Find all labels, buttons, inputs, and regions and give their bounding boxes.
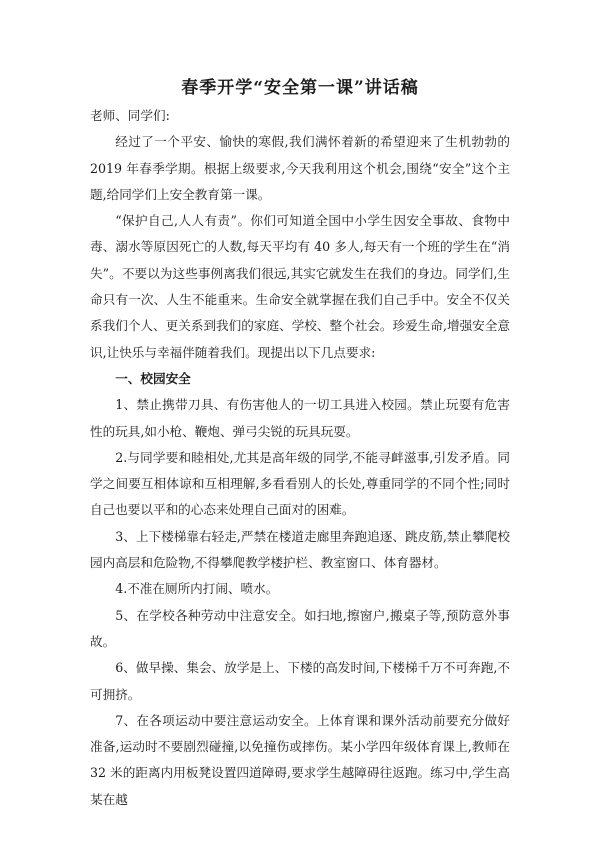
rule-item: 2.与同学要和睦相处,尤其是高年级的同学,不能寻衅滋事,引发矛盾。同学之间要互相体谅和互相理解,多看看别人的长处,尊重同学的不同个性;同时自己也要以平和的心态来处理自己面对的困难。	[90, 449, 510, 518]
rule-item: 5、在学校各种劳动中注意安全。如扫地,擦窗户,搬桌子等,预防意外事故。	[90, 607, 510, 649]
rule-item: 3、上下楼梯靠右轻走,严禁在楼道走廊里奔跑追逐、跳皮筋,禁止攀爬校园内高层和危险物,不得攀爬教学楼护栏、教室窗口、体育器材。	[90, 528, 510, 571]
document-title: 春季开学“安全第一课”讲话稿	[181, 78, 419, 98]
section-heading-campus-safety: 一、校园安全	[115, 370, 191, 386]
rule-item: 1、禁止携带刀具、有伤害他人的一切工具进入校园。禁止玩耍有危害性的玩具,如小枪、鞭炮、弹弓尖锐的玩具玩耍。	[90, 397, 510, 439]
rule-item: 7、在各项运动中要注意运动安全。上体育课和课外活动前要充分做好准备,运动时不要剧烈碰撞,以免撞伤或摔伤。某小学四年级体育课上,教师在 32 米的距离内用板凳设置四道障碍,要求学生越障碍往返跑。练习中,学生高某在越	[90, 712, 510, 807]
intro-paragraph: 经过了一个平安、愉快的寒假,我们满怀着新的希望迎来了生机勃勃的 2019 年春季学期。根据上级要求,今天我利用这个机会,围绕“安全”这个主题,给同学们上安全教育第一课。	[90, 134, 510, 202]
rule-item: 4.不准在厕所内打闹、喷水。	[115, 581, 279, 597]
rule-item: 6、做早操、集会、放学是上、下楼的高发时间,下楼梯千万不可奔跑,不可拥挤。	[90, 660, 510, 702]
slogan-paragraph: “保护自己,人人有责”。你们可知道全国中小学生因安全事故、食物中毒、溺水等原因死亡的人数,每天平均有 40 多人,每天有一个班的学生在“消失”。不要以为这些事例离我们很远,其实它就发生在我们的身边。同学们,生命只有一次、人生不能重来。生命安全就掌握在我们自己手中。安全不仅关系我们个人、更关系到我们的家庭、学校、整个社会。珍爱生命,增强安全意识,让快乐与幸福伴随着我们。现提出以下几点要求:	[90, 213, 510, 360]
document-body	[90, 103, 510, 813]
salutation: 老师、同学们:	[90, 108, 170, 123]
